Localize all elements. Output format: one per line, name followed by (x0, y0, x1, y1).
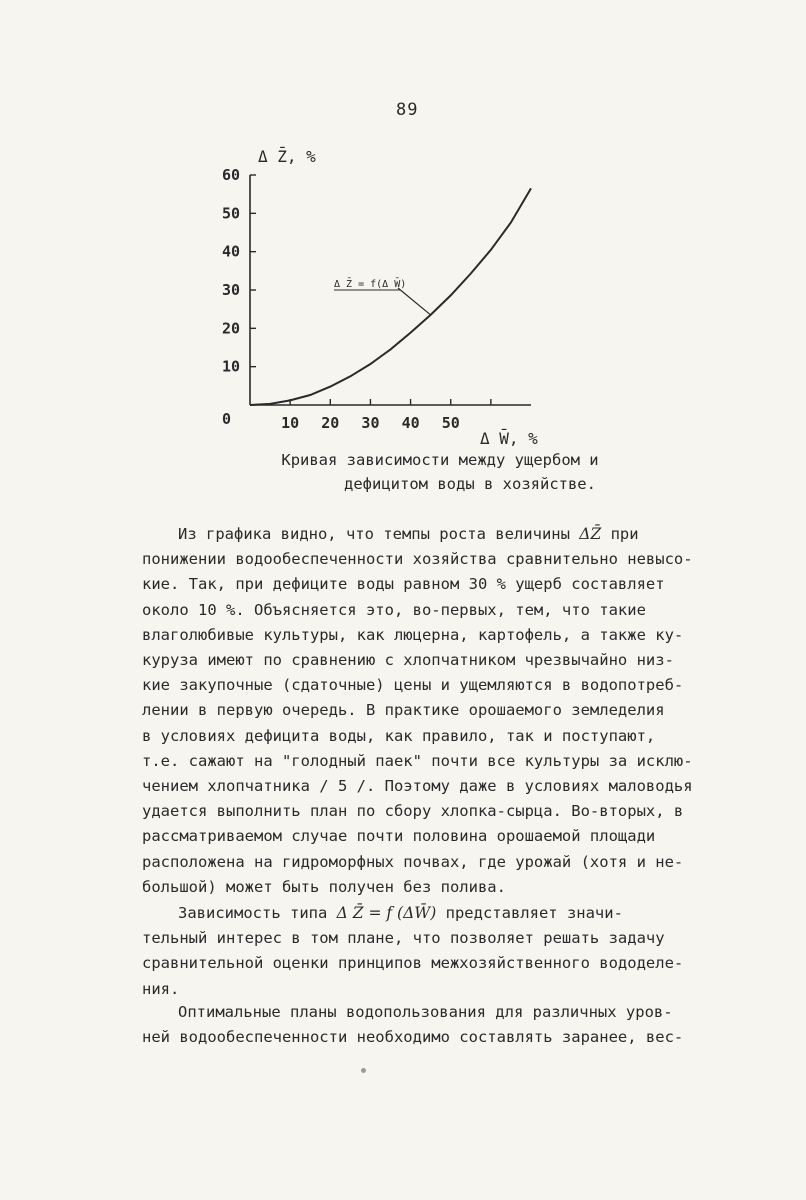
x-tick-label: 20 (321, 414, 340, 432)
text-line: около 10 %. Объясняется это, во-первых, тем, что такие (142, 600, 646, 619)
caption-line-2: дефицитом воды в хозяйстве. (344, 475, 596, 493)
text-line: куруза имеют по сравнению с хлопчатником чрезвычайно низ- (142, 651, 674, 670)
text-line: расположена на гидроморфных почвах, где урожай (хотя и не- (142, 852, 684, 871)
text-line: чением хлопчатника / 5 /. Поэтому даже в условиях маловодья (142, 777, 693, 796)
figure-caption (230, 448, 650, 496)
text-line: влаголюбивые культуры, как люцерна, картофель, а также ку- (142, 625, 684, 644)
math-expression: ΔZ̄ (579, 525, 602, 543)
series-line (250, 188, 531, 405)
text-line: Оптимальные планы водопользования для различных уров- (178, 1003, 673, 1021)
text-line (142, 522, 732, 547)
x-tick-label: 30 (361, 414, 380, 432)
curve-label-leader (398, 288, 431, 315)
text-line: ния. (142, 979, 180, 998)
text-line: сравнительной оценки принципов межхозяйственного вододеле- (142, 954, 684, 973)
text-line: понижении водообеспеченности хозяйства сравнительно невысо- (142, 550, 693, 569)
text-line: т.е. сажают на "голодный паек" почти все культуры за исклю- (142, 751, 693, 770)
y-axis-label: Δ Z̄, % (258, 147, 316, 166)
text-line: рассматриваемом случае почти половина орошаемой площади (142, 827, 656, 846)
text-line: удается выполнить план по сбору хлопка-сырца. Во-вторых, в (142, 802, 684, 821)
text-line: кие. Так, при дефиците воды равном 30 % ущерб составляет (142, 575, 665, 594)
x-tick-label: 40 (401, 414, 420, 432)
text-line: кие закупочные (сдаточные) цены и ущемляются в водопотреб- (142, 676, 684, 695)
text-line: большой) может быть получен без полива. (142, 877, 506, 896)
text-line: лении в первую очередь. В практике орошаемого земледелия (142, 701, 665, 720)
scan-dot (361, 1068, 366, 1073)
y-tick-label: 40 (222, 242, 241, 261)
x-tick-label: 50 (441, 414, 460, 432)
y-tick-label: 50 (222, 204, 241, 223)
paragraph-3 (142, 1000, 732, 1050)
text-segment: при (610, 525, 639, 543)
text-line: тельный интерес в том плане, что позволяет решать задачу (142, 929, 665, 948)
x-ticks (281, 399, 491, 432)
text-line: ней водообеспеченности необходимо составлять заранее, вес- (142, 1028, 684, 1047)
text-line: в условиях дефицита воды, как правило, так и поступают, (142, 726, 656, 745)
x-tick-label: 10 (281, 414, 300, 432)
text-segment: Из графика видно, что темпы роста величины (178, 525, 570, 543)
paragraph-2 (142, 901, 732, 1002)
y-tick-label: 20 (222, 319, 241, 338)
y-tick-label: 10 (222, 357, 241, 376)
curve-label: Δ Z̄ = f(Δ W̄) (334, 279, 407, 290)
caption-line-1: Кривая зависимости между ущербом и (281, 451, 599, 469)
y-tick-label: 30 (222, 281, 241, 299)
x-axis-label: Δ W̄, % (480, 429, 538, 448)
text-segment: представляет значи- (445, 904, 623, 922)
y-tick-label: 0 (222, 410, 232, 428)
page-number: 89 (396, 100, 419, 120)
text-line (142, 901, 732, 926)
text-segment: Зависимость типа (178, 904, 328, 922)
y-tick-label: 60 (222, 166, 241, 184)
chart (0, 0, 806, 470)
y-ticks (222, 166, 256, 428)
curve-group (250, 188, 531, 405)
paragraph-1 (142, 522, 732, 900)
math-expression: Δ Z̄ = f (ΔW̄) (336, 904, 437, 922)
